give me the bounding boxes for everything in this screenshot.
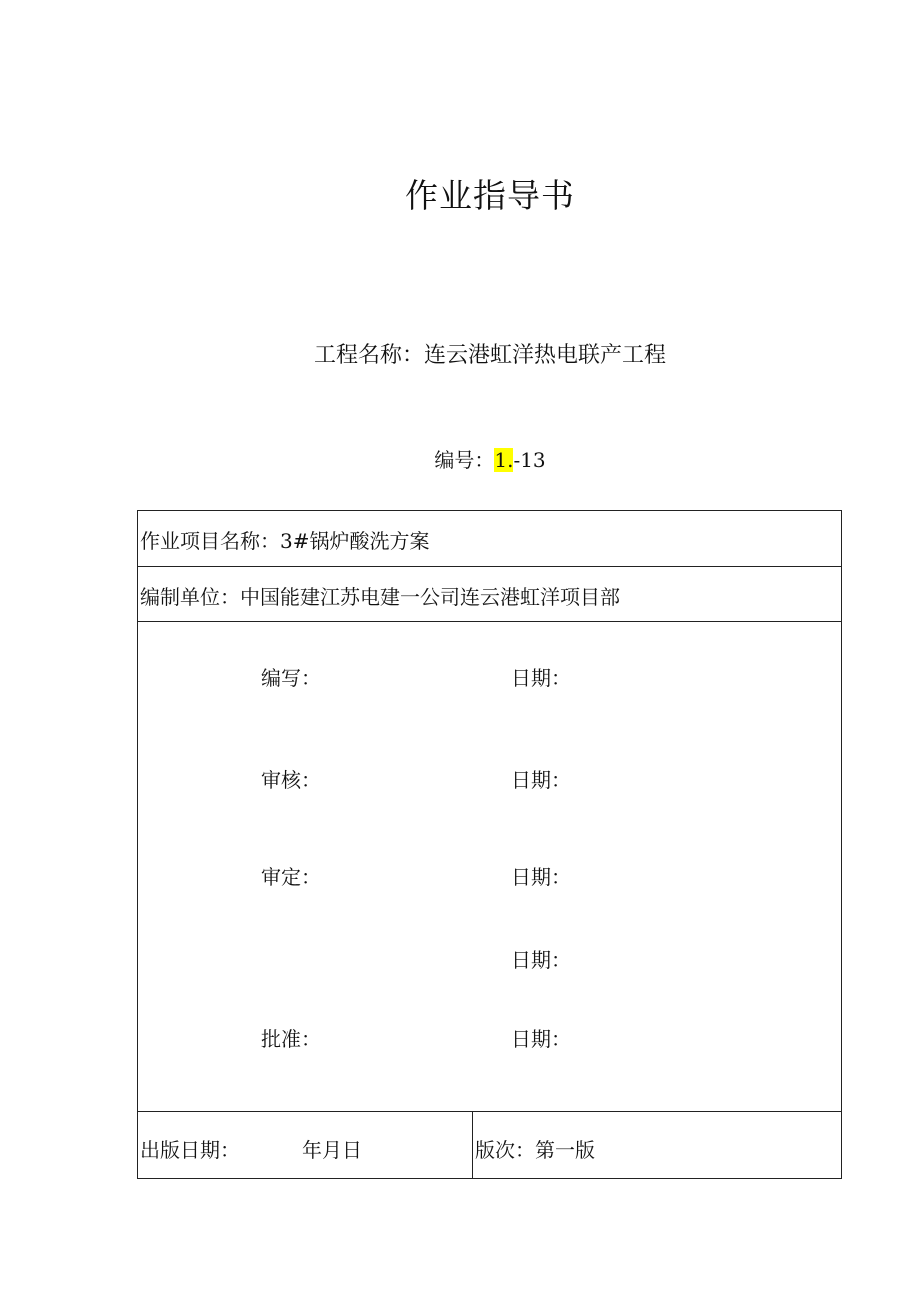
document-title: 作业指导书	[405, 176, 575, 215]
signoff-role-approver: 批准：	[261, 1027, 321, 1051]
signoff-date-writer: 日期：	[511, 666, 571, 690]
project-name-value: 连云港虹洋热电联产工程	[424, 343, 667, 368]
signoff-role-writer: 编写：	[261, 666, 321, 690]
document-number-rest: -13	[513, 448, 546, 472]
signoff-date-checker: 日期：	[511, 865, 571, 889]
compiling-unit-row	[138, 567, 841, 622]
signoff-date-extra: 日期：	[511, 948, 571, 972]
signoff-role-reviewer: 审核：	[261, 768, 321, 792]
document-number-highlight: 1.	[494, 448, 514, 472]
compiling-unit: 编制单位：中国能建江苏电建一公司连云港虹洋项目部	[140, 585, 620, 609]
project-name-line	[0, 338, 920, 369]
publication-date-placeholder: 年月日	[302, 1138, 362, 1162]
approval-form-table	[137, 510, 842, 1179]
signoff-date-reviewer: 日期：	[511, 768, 571, 792]
document-number-label: 编号：	[434, 448, 495, 472]
signoff-date-approver: 日期：	[511, 1027, 571, 1051]
publication-row	[138, 1112, 841, 1179]
edition-cell	[475, 1134, 595, 1163]
signoff-section	[138, 622, 841, 1112]
publication-date-cell	[140, 1134, 362, 1163]
signoff-role-checker: 审定：	[261, 865, 321, 889]
document-number-line	[0, 444, 920, 473]
work-item-name: 作业项目名称：3#锅炉酸洗方案	[140, 529, 430, 553]
work-item-row	[138, 511, 841, 567]
project-name-label: 工程名称：	[313, 343, 424, 368]
publication-date-label: 出版日期：	[140, 1138, 240, 1162]
edition-text: 版次：第一版	[475, 1138, 595, 1162]
publication-divider	[472, 1112, 473, 1179]
